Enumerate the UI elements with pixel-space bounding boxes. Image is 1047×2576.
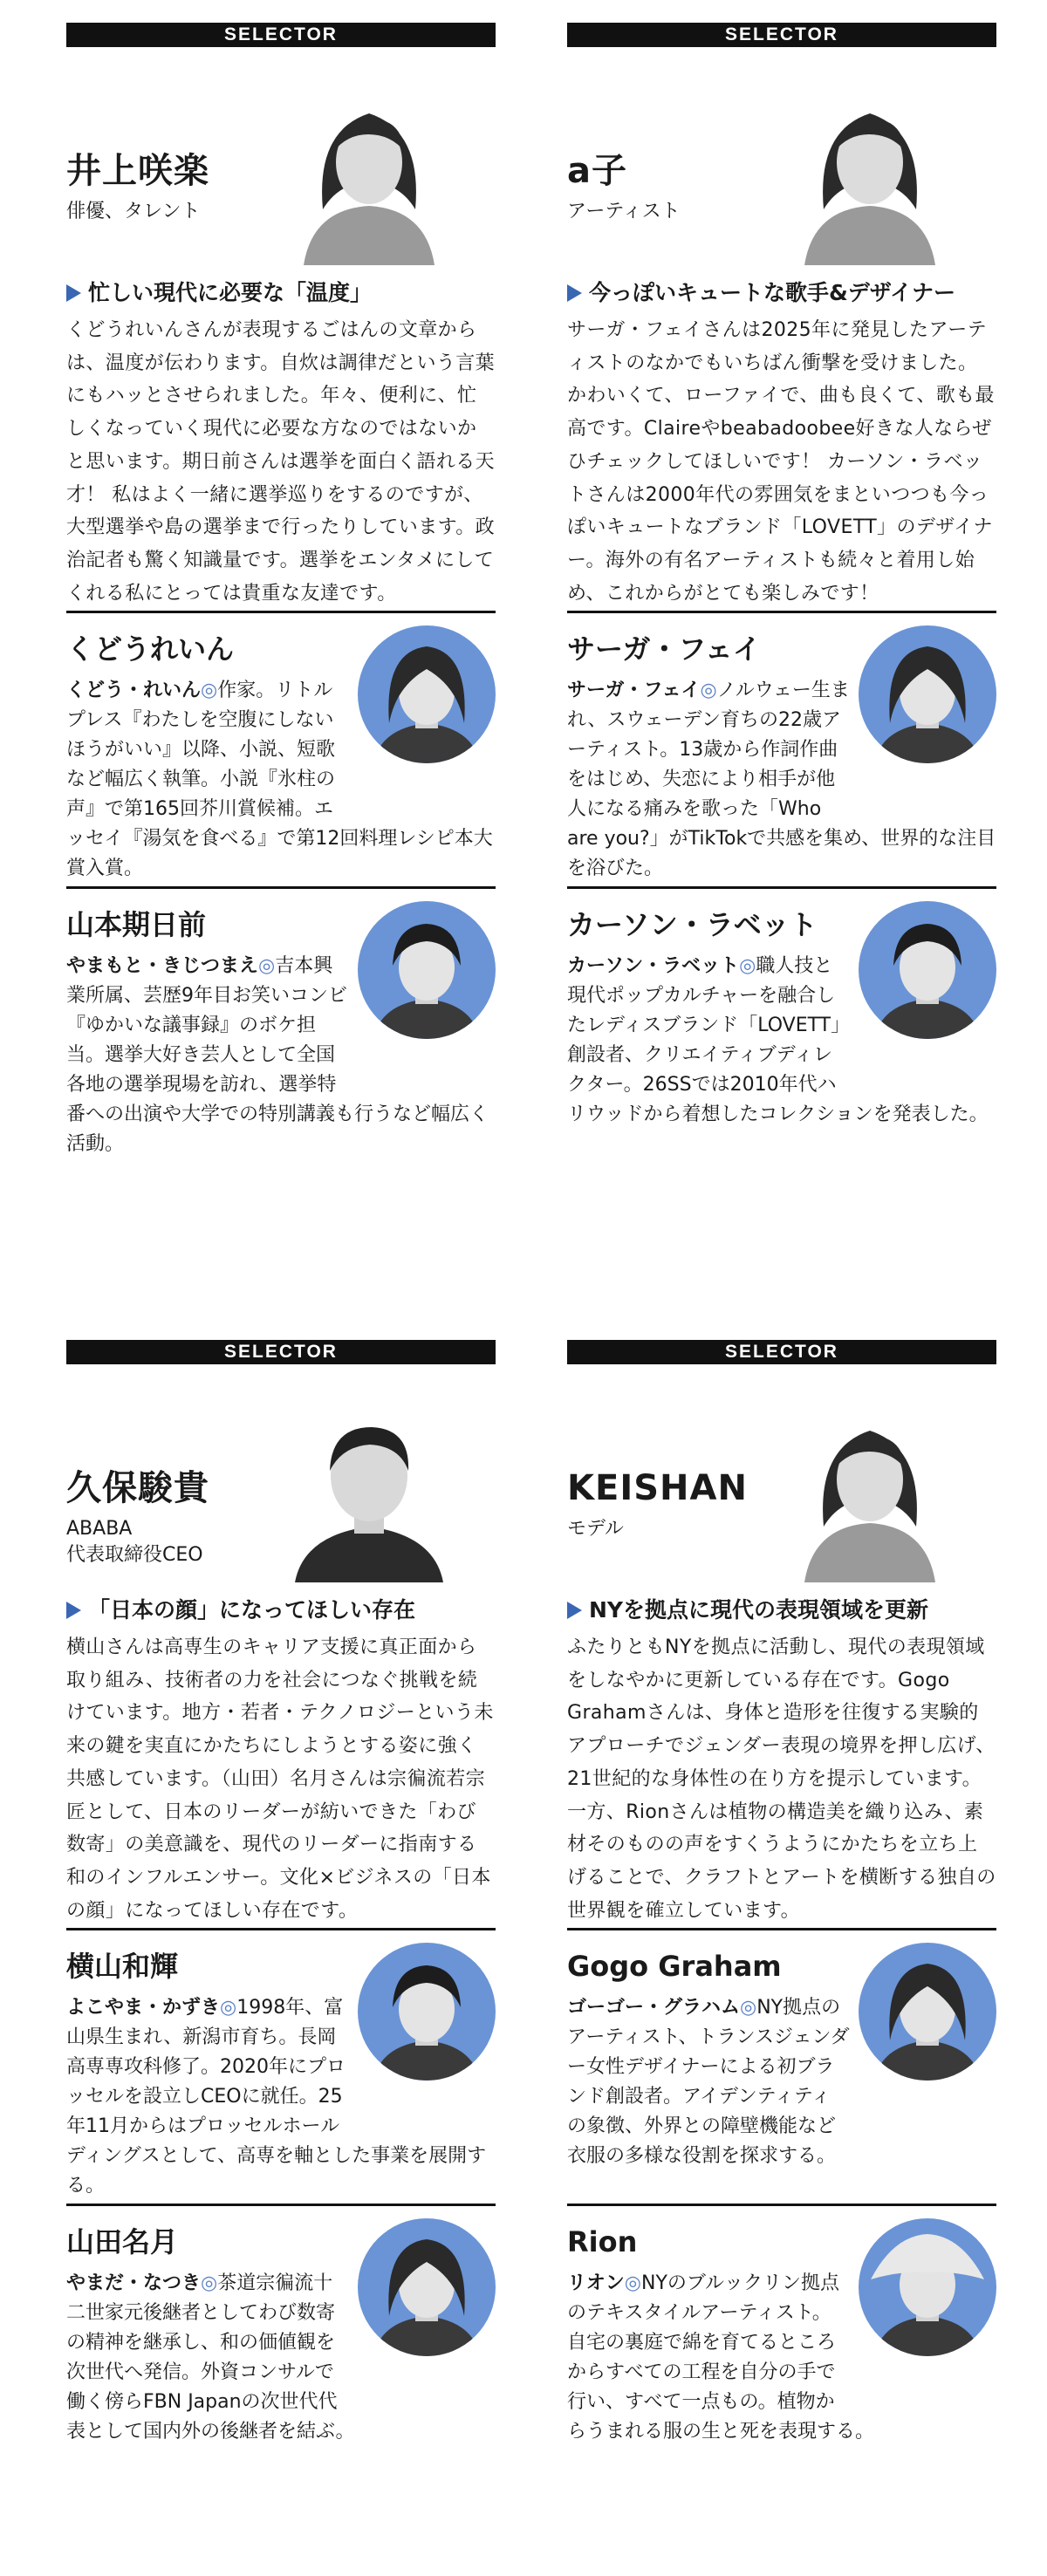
selector-band: SELECTOR [567, 23, 996, 47]
pick-description: 1998年、富山県生まれ、新潟市育ち。長岡高専専攻科修了。2020年にプロッセルを設立しCEOに就任。25年11月からはプロッセルホールディングスとして、高専を軸とした事業を展開する。 [66, 1997, 487, 2197]
pick-card [66, 2204, 496, 2500]
pick-heading [567, 276, 996, 311]
triangle-bullet-icon [66, 284, 81, 302]
pick-name: Rion [567, 2225, 638, 2258]
hat-avatar-icon [859, 2218, 996, 2356]
selector-band: SELECTOR [567, 1340, 996, 1364]
pick-description: ノルウェー生まれ、スウェーデン育ちの22歳アーティスト。13歳から作詞作曲をはじめ、失恋により相手が他人になる痛みを歌った「Who are you?」がTikTokで共感を集め、世界的な注目を浴びた。 [567, 680, 996, 879]
pick-reading: カーソン・ラベット [567, 955, 740, 977]
pick-name: 横山和輝 [66, 1950, 179, 1983]
selector-section [66, 1340, 496, 2500]
separator-mark-icon: ◎ [700, 680, 717, 701]
selector-name: 久保駿貴 [66, 1468, 209, 1508]
selector-header [567, 1364, 996, 1582]
pick-card [567, 611, 996, 886]
selector-role: ABABA 代表取締役CEO [66, 1518, 203, 1566]
woman-avatar-icon [358, 2218, 496, 2356]
pick-reading: リオン [567, 2272, 625, 2294]
pick-reading: やまもと・きじつまえ [66, 955, 259, 977]
separator-mark-icon: ◎ [740, 1997, 757, 2019]
selector-header [66, 1364, 496, 1582]
pick-description: 吉本興業所属、芸歴9年目お笑いコンビ『ゆかいな議事録』のボケ担当。選挙大好き芸人として全国各地の選挙現場を訪れ、選挙特番への出演や大学での特別講義も行うなど幅広く活動。 [66, 955, 489, 1155]
selector-role: 俳優、タレント [66, 201, 201, 222]
pick-heading-text: 「日本の顔」になってほしい存在 [88, 1597, 416, 1623]
selector-header [567, 47, 996, 265]
separator-mark-icon: ◎ [624, 2272, 641, 2294]
pick-reading: くどう・れいん [66, 680, 202, 701]
pick-name: サーガ・フェイ [567, 632, 761, 666]
pick-name: 山田名月 [66, 2225, 179, 2258]
pick-body: ふたりともNYを拠点に活動し、現代の表現領域をしなやかに更新している存在です。Gogo Grahamさんは、身体と造形を往復する実験的アプローチでジェンダー表現の境界を押し広げ、21世紀的な身体性の在り方を提示しています。一方、Rionさんは植物の構造美を織り込み、素材そのものの声をすくうようにかたちを立ち上げることで、クラフトとアートを横断する独自の世界観を確立しています。 [567, 1636, 996, 1922]
pick-reading: ゴーゴー・グラハム [567, 1997, 741, 2019]
pick-heading [567, 1593, 996, 1628]
pick-card [567, 2204, 996, 2500]
selector-header [66, 47, 496, 265]
pick-description: NY拠点のアーティスト、トランスジェンダー女性デザイナーによる初ブランド創設者。アイデンティティの象徴、外界との障壁機能など衣服の多様な役割を探求する。 [567, 1997, 850, 2167]
pick-card [567, 886, 996, 1183]
pick-reading: サーガ・フェイ [567, 680, 701, 701]
triangle-bullet-icon [66, 1602, 81, 1619]
separator-mark-icon: ◎ [201, 2272, 218, 2294]
pick-heading-text: 忙しい現代に必要な「温度」 [88, 280, 373, 305]
pick-heading-text: 今っぽいキュートな歌手&デザイナー [589, 280, 956, 305]
selector-section [66, 23, 496, 1183]
woman-portrait-icon [778, 79, 961, 265]
selector-band: SELECTOR [66, 23, 496, 47]
pick-name: Gogo Graham [567, 1950, 782, 1983]
pick-card [567, 1928, 996, 2204]
pick-description: 作家。リトルプレス『わたしを空腹にしないほうがいい』以降、小説、短歌など幅広く執筆。小説『氷柱の声』で第165回芥川賞候補。エッセイ『湯気を食べる』で第12回料理レシピ本大賞入賞。 [66, 680, 493, 879]
separator-mark-icon: ◎ [201, 680, 218, 701]
selector-name: KEISHAN [567, 1468, 748, 1508]
pick-reading: やまだ・なつき [66, 2272, 202, 2294]
pick-heading-text: NYを拠点に現代の表現領域を更新 [589, 1597, 929, 1623]
pick-reading: よこやま・かずき [66, 1997, 221, 2019]
pick-body: くどうれいんさんが表現するごはんの文章からは、温度が伝わります。自炊は調律だという言葉にもハッとさせられました。年々、便利に、忙しくなっていく現代に必要な方なのではないかと思います。期日前さんは選挙を面白く語れる天才！ 私はよく一緒に選挙巡りをするのですが、大型選挙や島の選挙まで行ったりしています。政治記者も驚く知識量です。選挙をエンタメにしてくれる私にとっては貴重な友達です。 [66, 319, 496, 605]
man-avatar-icon [358, 1943, 496, 2081]
selector-name: 井上咲楽 [66, 151, 209, 191]
pick-body: 横山さんは高専生のキャリア支援に真正面から取り組み、技術者の力を社会につなぐ挑戦を続けています。地方・若者・テクノロジーという未来の鍵を実直にかたちにしようとする姿に強く共感しています。（山田）名月さんは宗徧流若宗匠として、日本のリーダーが紡いできた「わび数寄」の美意識を、現代のリーダーに指南する和のインフルエンサー。文化×ビジネスの「日本の顔」になってほしい存在です。 [66, 1636, 494, 1922]
woman-avatar-icon [859, 1943, 996, 2081]
triangle-bullet-icon [567, 284, 582, 302]
woman-portrait-icon [277, 79, 461, 265]
woman-avatar-icon [859, 625, 996, 763]
pick-name: くどうれいん [66, 632, 235, 666]
pick-card [66, 611, 496, 886]
separator-mark-icon: ◎ [739, 955, 756, 977]
selector-section [567, 1340, 996, 2500]
selector-name: a子 [567, 151, 627, 191]
man-portrait-icon [277, 1396, 461, 1582]
separator-mark-icon: ◎ [258, 955, 276, 977]
pick-description: 職人技と現代ポップカルチャーを融合したレディスブランド「LOVETT」創設者、クリエイティブディレクター。26SSでは2010年代ハリウッドから着想したコレクションを発表した。 [567, 955, 989, 1125]
pick-body: サーガ・フェイさんは2025年に発見したアーティストのなかでもいちばん衝撃を受けました。かわいくて、ローファイで、曲も良くて、歌も最高です。Claireやbeabadoobee好きな人ならぜひチェックしてほしいです！ カーソン・ラベットさんは2000年代の雰囲気をまといつつも今っぽいキュートなブランド「LOVETT」のデザイナー。海外の有名アーティストも続々と着用し始め、これからがとても楽しみです！ [567, 319, 995, 605]
woman-portrait-icon [778, 1396, 961, 1582]
pick-name: カーソン・ラベット [567, 908, 818, 941]
triangle-bullet-icon [567, 1602, 582, 1619]
pick-card [66, 886, 496, 1183]
pick-card [66, 1928, 496, 2204]
pick-heading [66, 276, 496, 311]
pick-name: 山本期日前 [66, 908, 207, 941]
man-avatar-icon [358, 901, 496, 1039]
selector-section [567, 23, 996, 1183]
pick-description: NYのブルックリン拠点のテキスタイルアーティスト。自宅の裏庭で綿を育てるところからすべての工程を自分の手で行い、すべて一点もの。植物からうまれる服の生と死を表現する。 [567, 2272, 875, 2443]
woman-avatar-icon [358, 625, 496, 763]
selector-role: アーティスト [567, 201, 681, 222]
pick-description: 茶道宗徧流十二世家元後継者としてわび数寄の精神を継承し、和の価値観を次世代へ発信。外資コンサルで働く傍らFBN Japanの次世代代表として国内外の後継者を結ぶ。 [66, 2272, 355, 2443]
selector-band: SELECTOR [66, 1340, 496, 1364]
selector-role: モデル [567, 1518, 624, 1540]
separator-mark-icon: ◎ [220, 1997, 237, 2019]
man-avatar-icon [859, 901, 996, 1039]
pick-heading [66, 1593, 496, 1628]
